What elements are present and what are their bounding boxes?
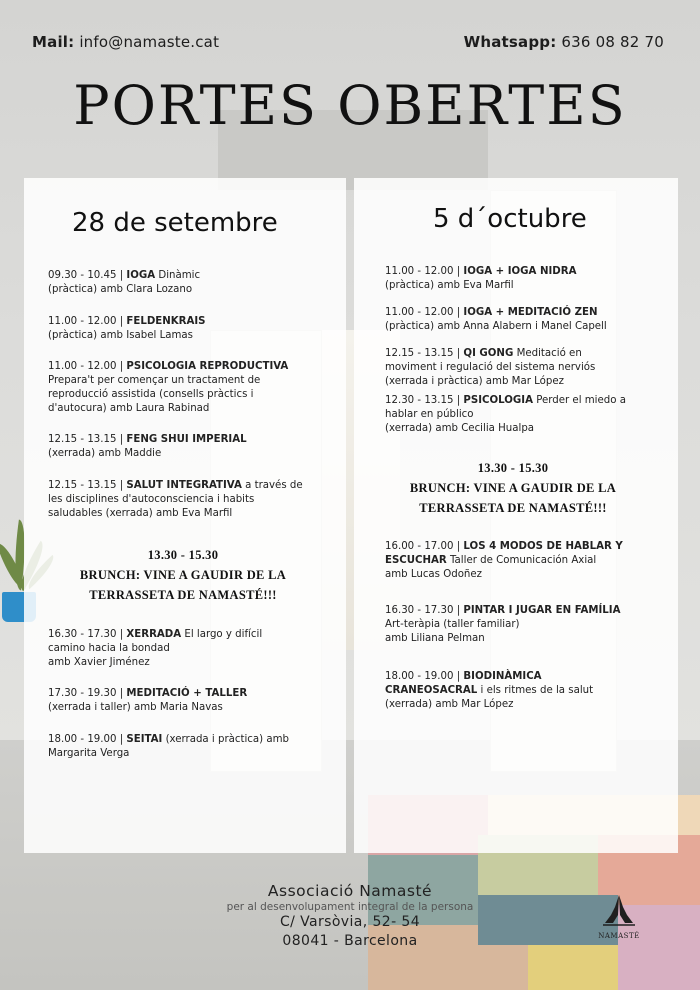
event-item: 16.30 - 17.30 | PINTAR I JUGAR EN FAMÍLIA Art-teràpia (taller familiar) amb Liliana Pelman bbox=[385, 605, 621, 644]
event-item: 09.30 - 10.45 | IOGA Dinàmic (pràctica) amb Clara Lozano bbox=[48, 270, 201, 295]
event-item: 12.30 - 13.15 | PSICOLOGIA Perder el miedo a hablar en público (xerrada) amb Cecilia Hualpa bbox=[385, 395, 626, 434]
event-item: 16.30 - 17.30 | XERRADA El largo y difícil camino hacia la bondad amb Xavier Jiménez bbox=[48, 629, 263, 668]
organization-tagline: per al desenvolupament integral de la persona bbox=[226, 901, 474, 913]
event-item: 17.30 - 19.30 | MEDITACIÓ + TALLER (xerrada i taller) amb Maria Navas bbox=[48, 688, 248, 713]
mail-value[interactable]: info@namaste.cat bbox=[79, 33, 220, 51]
event-item: 18.00 - 19.00 | BIODINÀMICA CRANEOSACRAL i els ritmes de la salut (xerrada) amb Mar López bbox=[385, 671, 594, 710]
brunch-announcement: 13.30 - 15.30 BRUNCH: VINE A GAUDIR DE LA TERRASSETA DE NAMASTÉ!!! bbox=[79, 548, 287, 602]
mail-label: Mail: bbox=[32, 33, 75, 51]
logo-wordmark: NAMASTÉ bbox=[598, 932, 640, 940]
brunch-announcement: 13.30 - 15.30 BRUNCH: VINE A GAUDIR DE LA TERRASSETA DE NAMASTÉ!!! bbox=[409, 461, 617, 515]
day2-date: 5 d´octubre bbox=[433, 204, 587, 234]
page-title: PORTES OBERTES bbox=[73, 74, 627, 137]
event-item: 11.00 - 12.00 | FELDENKRAIS (pràctica) amb Isabel Lamas bbox=[48, 316, 206, 341]
whatsapp-contact[interactable] bbox=[464, 33, 664, 51]
street-address: C/ Varsòvia, 52- 54 bbox=[279, 914, 420, 930]
event-item: 11.00 - 12.00 | PSICOLOGIA REPRODUCTIVA Prepara't per començar un tractament de reproducció assistida (consells pràctics i d'autocura) amb Laura Rabinad bbox=[48, 361, 289, 414]
contact-bar bbox=[0, 33, 700, 53]
event-item: 12.15 - 13.15 | SALUT INTEGRATIVA a través de les disciplines d'autoconsciencia i habits saludables (xerrada) amb Eva Marfil bbox=[48, 480, 303, 519]
namaste-logo bbox=[597, 893, 641, 940]
event-item: 11.00 - 12.00 | IOGA + MEDITACIÓ ZEN (pràctica) amb Anna Alabern i Manel Capell bbox=[385, 307, 607, 332]
organization-name: Associació Namasté bbox=[267, 882, 433, 900]
day1-date: 28 de setembre bbox=[72, 208, 278, 238]
event-item: 12.15 - 13.15 | QI GONG Meditació en moviment i regulació del sistema nerviós (xerrada i pràctica) amb Mar López bbox=[385, 348, 596, 387]
praying-hands-icon bbox=[601, 893, 637, 927]
footer-address bbox=[200, 882, 500, 951]
mail-contact[interactable] bbox=[32, 33, 219, 51]
event-item: 18.00 - 19.00 | SEITAI (xerrada i pràctica) amb Margarita Verga bbox=[48, 734, 289, 759]
whatsapp-value[interactable]: 636 08 82 70 bbox=[561, 33, 664, 51]
event-item: 12.15 - 13.15 | FENG SHUI IMPERIAL (xerrada) amb Maddie bbox=[48, 434, 247, 459]
event-item: 16.00 - 17.00 | LOS 4 MODOS DE HABLAR Y ESCUCHAR Taller de Comunicación Axial amb Lucas Odoñez bbox=[385, 541, 623, 580]
whatsapp-label: Whatsapp: bbox=[463, 33, 557, 51]
event-item: 11.00 - 12.00 | IOGA + IOGA NIDRA (pràctica) amb Eva Marfil bbox=[385, 266, 577, 291]
city-address: 08041 - Barcelona bbox=[282, 933, 418, 949]
